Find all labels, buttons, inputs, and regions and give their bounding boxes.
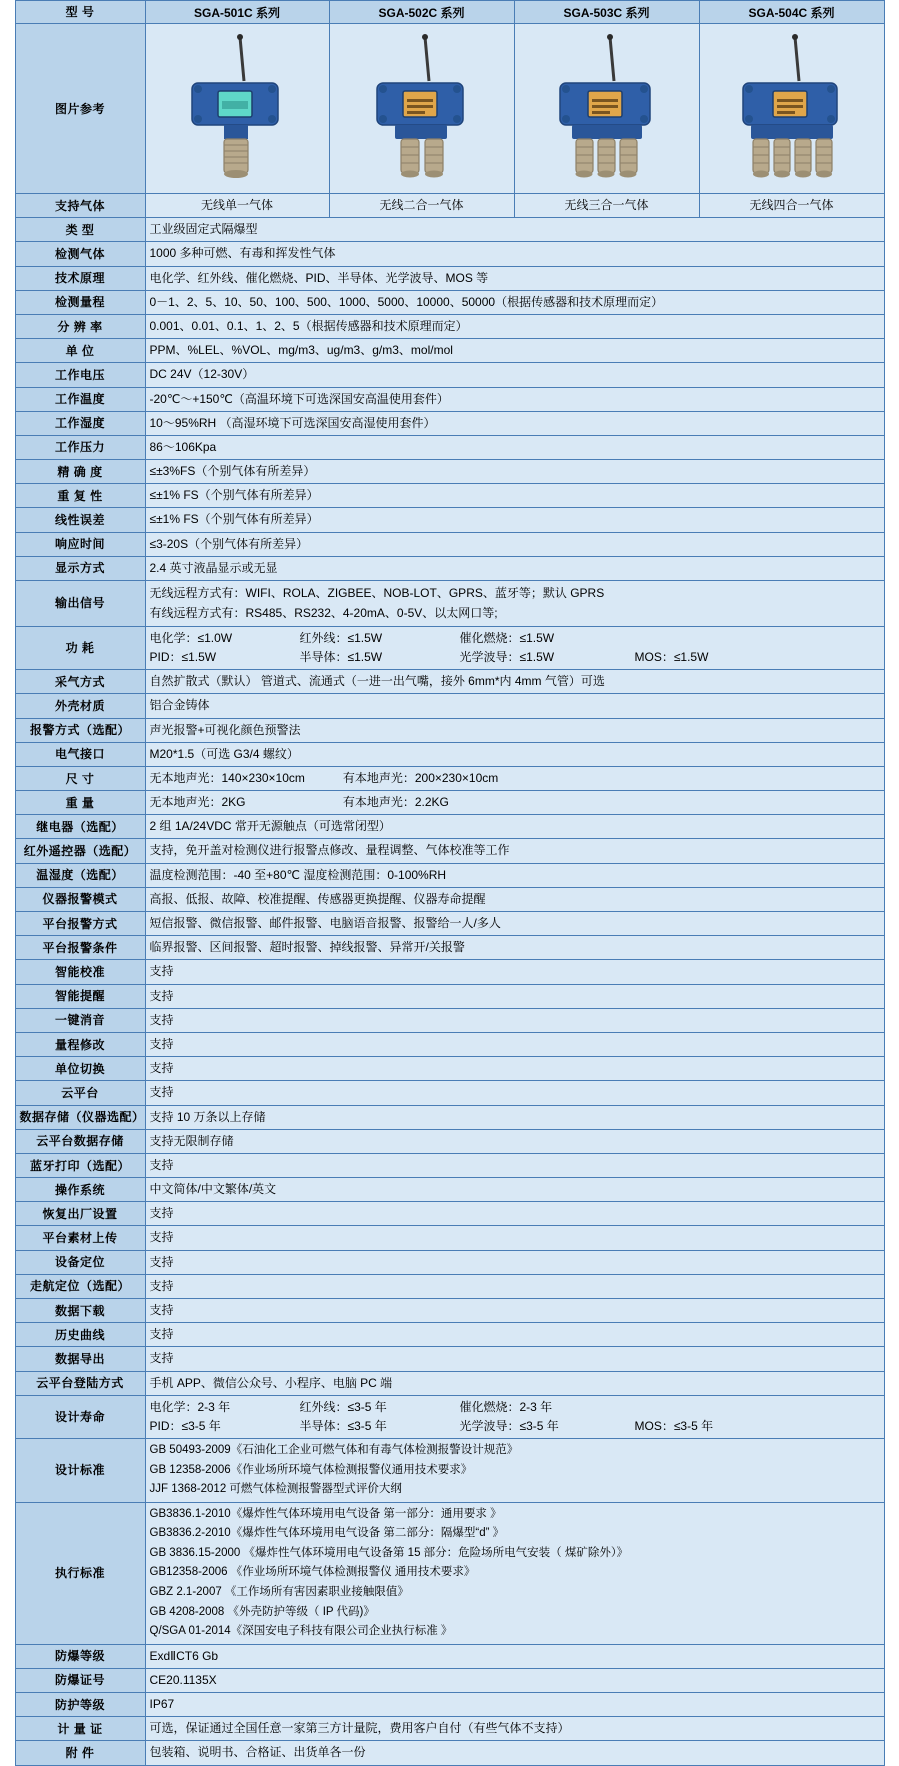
row-value-material-upload: 支持 xyxy=(145,1226,884,1250)
row-label-bluetooth-print: 蓝牙打印（选配） xyxy=(15,1153,145,1177)
weight-with-alarm: 有本地声光：2.2KG xyxy=(342,795,449,810)
row-label-power: 功 耗 xyxy=(15,626,145,669)
row-label-temp-humidity-option: 温湿度（选配） xyxy=(15,863,145,887)
row-value-repeatability: ≤±1% FS（个别气体有所差异） xyxy=(145,484,884,508)
table-row xyxy=(15,1644,884,1668)
row-value-display: 2.4 英寸液晶显示或无显 xyxy=(145,556,884,580)
row-label-data-export: 数据导出 xyxy=(15,1347,145,1371)
table-row xyxy=(15,1032,884,1056)
row-value-cloud-login: 手机 APP、微信公众号、小程序、电脑 PC 端 xyxy=(145,1371,884,1395)
row-label-design-life: 设计寿命 xyxy=(15,1395,145,1438)
row-label-unit: 单 位 xyxy=(15,339,145,363)
row-value-route-positioning: 支持 xyxy=(145,1274,884,1298)
row-label-one-key-mute: 一键消音 xyxy=(15,1008,145,1032)
table-row xyxy=(15,242,884,266)
table-row xyxy=(15,936,884,960)
row-label-image-reference: 图片参考 xyxy=(15,24,145,194)
power-pid: PID：≤1.5W xyxy=(149,649,217,664)
row-label-factory-reset: 恢复出厂设置 xyxy=(15,1202,145,1226)
row-value-device-positioning: 支持 xyxy=(145,1250,884,1274)
row-value-design-life xyxy=(145,1395,884,1438)
row-label-supported-gas: 支持气体 xyxy=(15,194,145,218)
supported-gas-1: 无线单一气体 xyxy=(145,194,329,218)
table-row xyxy=(15,742,884,766)
execution-standard-row xyxy=(15,1502,884,1644)
row-value-explosion-proof-grade: ExdⅡCT6 Gb xyxy=(145,1644,884,1668)
table-row xyxy=(15,266,884,290)
table-row xyxy=(15,863,884,887)
table-row xyxy=(15,670,884,694)
row-value-smart-reminder: 支持 xyxy=(145,984,884,1008)
table-row xyxy=(15,1178,884,1202)
output-signal-row xyxy=(15,581,884,627)
power-mos: MOS：≤1.5W xyxy=(634,649,709,664)
design-life-line-1 xyxy=(150,1398,880,1417)
row-label-electrical-interface: 电气接口 xyxy=(15,742,145,766)
row-label-temperature: 工作温度 xyxy=(15,387,145,411)
design-standard-row xyxy=(15,1439,884,1503)
execution-standard-item: GB3836.1-2010《爆炸性气体环境用电气设备 第一部分：通用要求 》 xyxy=(149,1507,502,1520)
row-label-dimensions: 尺 寸 xyxy=(15,766,145,790)
row-value-unit-switch: 支持 xyxy=(145,1057,884,1081)
table-row xyxy=(15,1693,884,1717)
table-row xyxy=(15,556,884,580)
row-value-range: 0－1、2、5、10、50、100、500、1000、5000、10000、50000（根据传感器和技术原理而定） xyxy=(145,290,884,314)
row-label-explosion-proof-cert: 防爆证号 xyxy=(15,1668,145,1692)
table-row xyxy=(15,839,884,863)
row-label-platform-alarm-condition: 平台报警条件 xyxy=(15,936,145,960)
row-label-accuracy: 精 确 度 xyxy=(15,460,145,484)
supported-gas-4: 无线四合一气体 xyxy=(699,194,884,218)
row-value-data-export: 支持 xyxy=(145,1347,884,1371)
supported-gas-row xyxy=(15,194,884,218)
row-value-electrical-interface: M20*1.5（可选 G3/4 螺纹） xyxy=(145,742,884,766)
execution-standard-item: Q/SGA 01-2014《深国安电子科技有限公司企业执行标准 》 xyxy=(149,1625,453,1638)
table-row xyxy=(15,1226,884,1250)
gas-detector-icon-1 xyxy=(162,29,312,189)
row-value-data-storage: 支持 10 万条以上存储 xyxy=(145,1105,884,1129)
gas-detector-icon-2 xyxy=(347,29,497,189)
row-value-execution-standard xyxy=(145,1502,884,1644)
power-catalytic: 催化燃烧：≤1.5W xyxy=(459,630,555,645)
design-standard-item: GB 12358-2006《作业场所环境气体检测报警仪通用技术要求》 xyxy=(149,1463,473,1476)
device-image-cell-2 xyxy=(329,24,514,194)
table-row xyxy=(15,912,884,936)
specification-table xyxy=(15,0,885,1766)
execution-standard-item: GB 3836.15-2000 《爆炸性气体环境用电气设备第 15 部分：危险场所电气安装（ 煤矿除外）》 xyxy=(149,1546,629,1559)
life-optical-waveguide: 光学波导：≤3-5 年 xyxy=(459,1418,559,1433)
row-value-platform-alarm-condition: 临界报警、区间报警、超时报警、掉线报警、异常开/关报警 xyxy=(145,936,884,960)
gas-detector-icon-4 xyxy=(717,29,867,189)
table-row xyxy=(15,1250,884,1274)
table-row xyxy=(15,290,884,314)
row-value-sampling: 自然扩散式（默认） 管道式、流通式（一进一出气嘴，接外 6mm*内 4mm 气管）可选 xyxy=(145,670,884,694)
row-value-ir-remote: 支持，免开盖对检测仪进行报警点修改、量程调整、气体校准等工作 xyxy=(145,839,884,863)
row-label-protection-grade: 防护等级 xyxy=(15,1693,145,1717)
row-label-data-download: 数据下载 xyxy=(15,1299,145,1323)
row-label-sampling: 采气方式 xyxy=(15,670,145,694)
power-blank-1 xyxy=(635,629,755,648)
row-value-dimensions xyxy=(145,766,884,790)
dimensions-row xyxy=(15,766,884,790)
table-row xyxy=(15,1741,884,1765)
life-pid: PID：≤3-5 年 xyxy=(149,1418,221,1433)
row-label-device-positioning: 设备定位 xyxy=(15,1250,145,1274)
table-header-row xyxy=(15,1,884,24)
table-row xyxy=(15,508,884,532)
table-row xyxy=(15,314,884,338)
row-value-history-curve: 支持 xyxy=(145,1323,884,1347)
row-value-one-key-mute: 支持 xyxy=(145,1008,884,1032)
table-row xyxy=(15,1274,884,1298)
design-life-line-2 xyxy=(150,1417,880,1436)
row-label-operating-system: 操作系统 xyxy=(15,1178,145,1202)
row-value-response-time: ≤3-20S（个别气体有所差异） xyxy=(145,532,884,556)
table-row xyxy=(15,1717,884,1741)
design-standard-item: GB 50493-2009《石油化工企业可燃气体和有毒气体检测报警设计规范》 xyxy=(149,1444,519,1457)
row-value-range-modify: 支持 xyxy=(145,1032,884,1056)
row-label-alarm-method: 报警方式（选配） xyxy=(15,718,145,742)
header-model-2: SGA-502C 系列 xyxy=(329,1,514,24)
header-model-4: SGA-504C 系列 xyxy=(699,1,884,24)
row-value-factory-reset: 支持 xyxy=(145,1202,884,1226)
table-row xyxy=(15,1299,884,1323)
table-row xyxy=(15,484,884,508)
life-electrochemical: 电化学：2-3 年 xyxy=(149,1399,231,1414)
table-row xyxy=(15,984,884,1008)
table-row xyxy=(15,887,884,911)
image-reference-row xyxy=(15,24,884,194)
dimensions-with-alarm: 有本地声光：200×230×10cm xyxy=(342,770,499,785)
row-value-metrology-cert: 可选，保证通过全国任意一家第三方计量院，费用客户自付（有些气体不支持） xyxy=(145,1717,884,1741)
table-row xyxy=(15,411,884,435)
row-label-humidity: 工作湿度 xyxy=(15,411,145,435)
power-electrochemical: 电化学：≤1.0W xyxy=(149,630,233,645)
row-value-type: 工业级固定式隔爆型 xyxy=(145,218,884,242)
row-label-display: 显示方式 xyxy=(15,556,145,580)
device-image-cell-3 xyxy=(514,24,699,194)
table-row xyxy=(15,387,884,411)
row-label-response-time: 响应时间 xyxy=(15,532,145,556)
row-value-alarm-method: 声光报警+可视化颜色预警法 xyxy=(145,718,884,742)
row-label-execution-standard: 执行标准 xyxy=(15,1502,145,1644)
table-row xyxy=(15,1323,884,1347)
table-row xyxy=(15,1153,884,1177)
row-label-smart-reminder: 智能提醒 xyxy=(15,984,145,1008)
weight-row xyxy=(15,791,884,815)
table-row xyxy=(15,1008,884,1032)
table-row xyxy=(15,1057,884,1081)
life-catalytic: 催化燃烧：2-3 年 xyxy=(459,1399,553,1414)
execution-standard-item: GB12358-2006 《作业场所环境气体检测报警仪 通用技术要求》 xyxy=(149,1566,476,1579)
supported-gas-2: 无线二合一气体 xyxy=(329,194,514,218)
row-label-unit-switch: 单位切换 xyxy=(15,1057,145,1081)
row-label-cloud-login: 云平台登陆方式 xyxy=(15,1371,145,1395)
power-line-2 xyxy=(150,648,880,667)
table-row xyxy=(15,435,884,459)
row-value-operating-system: 中文简体/中文繁体/英文 xyxy=(145,1178,884,1202)
row-value-accuracy: ≤±3%FS（个别气体有所差异） xyxy=(145,460,884,484)
design-life-row xyxy=(15,1395,884,1438)
table-row xyxy=(15,1105,884,1129)
power-optical-waveguide: 光学波导：≤1.5W xyxy=(459,649,555,664)
execution-standard-item: GB 4208-2008 《外壳防护等级（ IP 代码)》 xyxy=(149,1605,375,1618)
row-value-temp-humidity-option: 温度检测范围：-40 至+80℃ 湿度检测范围：0-100%RH xyxy=(145,863,884,887)
table-row xyxy=(15,218,884,242)
row-label-technology: 技术原理 xyxy=(15,266,145,290)
table-row xyxy=(15,815,884,839)
power-line-1 xyxy=(150,629,880,648)
row-value-cloud-storage: 支持无限制存储 xyxy=(145,1129,884,1153)
row-value-pressure: 86～106Kpa xyxy=(145,435,884,459)
row-value-relay: 2 组 1A/24VDC 常开无源触点（可选常闭型） xyxy=(145,815,884,839)
row-value-housing-material: 铝合金铸体 xyxy=(145,694,884,718)
row-value-voltage: DC 24V（12-30V） xyxy=(145,363,884,387)
table-row xyxy=(15,1347,884,1371)
power-consumption-row xyxy=(15,626,884,669)
row-value-protection-grade: IP67 xyxy=(145,1693,884,1717)
row-label-detected-gas: 检测气体 xyxy=(15,242,145,266)
row-label-platform-alarm-method: 平台报警方式 xyxy=(15,912,145,936)
row-label-route-positioning: 走航定位（选配） xyxy=(15,1274,145,1298)
row-value-power xyxy=(145,626,884,669)
table-row xyxy=(15,1081,884,1105)
row-label-history-curve: 历史曲线 xyxy=(15,1323,145,1347)
row-value-smart-calibration: 支持 xyxy=(145,960,884,984)
row-label-type: 类 型 xyxy=(15,218,145,242)
weight-without-alarm: 无本地声光：2KG xyxy=(149,795,246,810)
execution-standard-item: GBZ 2.1-2007 《工作场所有害因素职业接触限值》 xyxy=(149,1585,409,1598)
row-value-temperature: -20℃～+150℃（高温环境下可选深国安高温使用套件） xyxy=(145,387,884,411)
table-row xyxy=(15,718,884,742)
row-label-cloud-storage: 云平台数据存储 xyxy=(15,1129,145,1153)
row-value-data-download: 支持 xyxy=(145,1299,884,1323)
life-infrared: 红外线：≤3-5 年 xyxy=(299,1399,387,1414)
row-value-humidity: 10～95%RH （高湿环境下可选深国安高湿使用套件） xyxy=(145,411,884,435)
row-label-instrument-alarm-mode: 仪器报警模式 xyxy=(15,887,145,911)
row-value-cloud-platform: 支持 xyxy=(145,1081,884,1105)
power-semiconductor: 半导体：≤1.5W xyxy=(299,649,383,664)
output-signal-wired: 有线远程方式有：RS485、RS232、4-20mA、0-5V、以太网口等; xyxy=(149,606,498,621)
table-row xyxy=(15,960,884,984)
row-label-weight: 重 量 xyxy=(15,791,145,815)
row-value-platform-alarm-method: 短信报警、微信报警、邮件报警、电脑语音报警、报警给一人/多人 xyxy=(145,912,884,936)
device-image-cell-1 xyxy=(145,24,329,194)
supported-gas-3: 无线三合一气体 xyxy=(514,194,699,218)
design-standard-item: JJF 1368-2012 可燃气体检测报警器型式评价大纲 xyxy=(149,1483,402,1496)
table-row xyxy=(15,1202,884,1226)
row-label-range: 检测量程 xyxy=(15,290,145,314)
row-label-voltage: 工作电压 xyxy=(15,363,145,387)
row-value-accessories: 包装箱、说明书、合格证、出货单各一份 xyxy=(145,1741,884,1765)
table-row xyxy=(15,1129,884,1153)
row-value-explosion-proof-cert: CE20.1135X xyxy=(145,1668,884,1692)
row-label-housing-material: 外壳材质 xyxy=(15,694,145,718)
row-label-smart-calibration: 智能校准 xyxy=(15,960,145,984)
row-label-repeatability: 重 复 性 xyxy=(15,484,145,508)
table-row xyxy=(15,339,884,363)
row-label-design-standard: 设计标准 xyxy=(15,1439,145,1503)
row-value-unit: PPM、%LEL、%VOL、mg/m3、ug/m3、g/m3、mol/mol xyxy=(145,339,884,363)
row-label-metrology-cert: 计 量 证 xyxy=(15,1717,145,1741)
row-label-ir-remote: 红外遥控器（选配） xyxy=(15,839,145,863)
power-infrared: 红外线：≤1.5W xyxy=(299,630,383,645)
table-row xyxy=(15,532,884,556)
dimensions-without-alarm: 无本地声光：140×230×10cm xyxy=(149,770,305,785)
table-row xyxy=(15,694,884,718)
row-label-explosion-proof-grade: 防爆等级 xyxy=(15,1644,145,1668)
row-label-accessories: 附 件 xyxy=(15,1741,145,1765)
row-value-bluetooth-print: 支持 xyxy=(145,1153,884,1177)
header-model-1: SGA-501C 系列 xyxy=(145,1,329,24)
row-label-material-upload: 平台素材上传 xyxy=(15,1226,145,1250)
row-label-linearity: 线性误差 xyxy=(15,508,145,532)
output-signal-wireless: 无线远程方式有：WIFI、ROLA、ZIGBEE、NOB-LOT、GPRS、蓝牙等；默认 GPRS xyxy=(149,586,605,600)
gas-detector-icon-3 xyxy=(532,29,682,189)
table-row xyxy=(15,1371,884,1395)
row-label-pressure: 工作压力 xyxy=(15,435,145,459)
life-semiconductor: 半导体：≤3-5 年 xyxy=(299,1418,387,1433)
row-label-range-modify: 量程修改 xyxy=(15,1032,145,1056)
row-value-linearity: ≤±1% FS（个别气体有所差异） xyxy=(145,508,884,532)
row-value-technology: 电化学、红外线、催化燃烧、PID、半导体、光学波导、MOS 等 xyxy=(145,266,884,290)
row-value-resolution: 0.001、0.01、0.1、1、2、5（根据传感器和技术原理而定） xyxy=(145,314,884,338)
row-label-relay: 继电器（选配） xyxy=(15,815,145,839)
table-row xyxy=(15,363,884,387)
row-label-resolution: 分 辨 率 xyxy=(15,314,145,338)
row-value-output-signal xyxy=(145,581,884,627)
header-model-3: SGA-503C 系列 xyxy=(514,1,699,24)
header-label-model: 型 号 xyxy=(15,1,145,24)
row-value-detected-gas: 1000 多种可燃、有毒和挥发性气体 xyxy=(145,242,884,266)
execution-standard-item: GB3836.2-2010《爆炸性气体环境用电气设备 第二部分：隔爆型“d” 》 xyxy=(149,1527,505,1540)
row-value-weight xyxy=(145,791,884,815)
device-image-cell-4 xyxy=(699,24,884,194)
table-row xyxy=(15,1668,884,1692)
row-label-cloud-platform: 云平台 xyxy=(15,1081,145,1105)
row-label-output-signal: 输出信号 xyxy=(15,581,145,627)
life-blank-1 xyxy=(635,1398,755,1417)
row-value-design-standard xyxy=(145,1439,884,1503)
life-mos: MOS：≤3-5 年 xyxy=(634,1418,714,1433)
row-value-instrument-alarm-mode: 高报、低报、故障、校准提醒、传感器更换提醒、仪器寿命提醒 xyxy=(145,887,884,911)
row-label-data-storage: 数据存储（仪器选配） xyxy=(15,1105,145,1129)
table-row xyxy=(15,460,884,484)
